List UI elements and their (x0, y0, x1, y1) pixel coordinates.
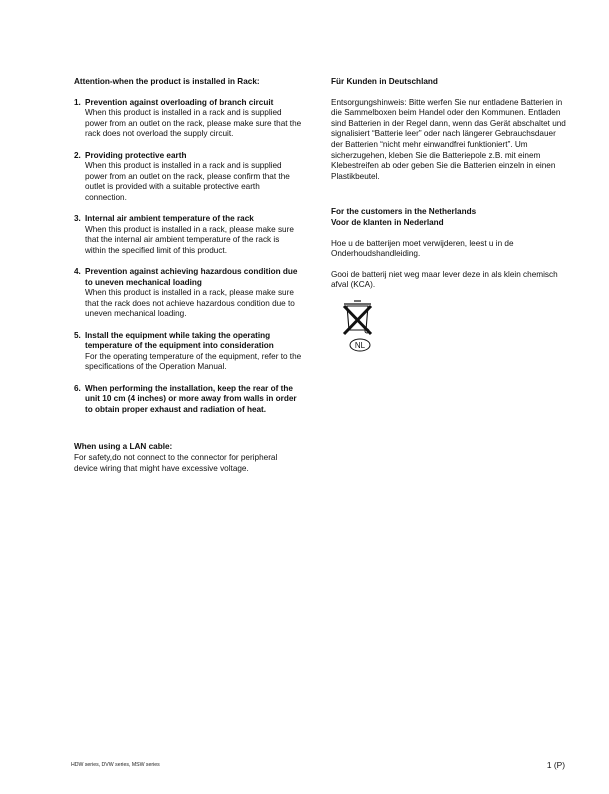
item-title: Install the equipment while taking the operating temperature of the equipment into consideration (85, 330, 274, 351)
item-number: 4. (74, 267, 81, 277)
nl-logo-text: NL (354, 340, 366, 350)
item-title: Prevention against overloading of branch circuit (85, 97, 274, 107)
item-number: 1. (74, 97, 81, 107)
page-number: 1 (P) (546, 760, 565, 770)
list-item (74, 267, 302, 320)
list-item (74, 214, 302, 256)
item-body: When this product is installed in a rack, please make sure that the rack does not achieve hazardous condition due to uneven mechanical loading. (85, 288, 295, 319)
netherlands-para-1: Hoe u de batterijen moet verwijderen, leest u in de Onderhoudshandleiding. (331, 238, 514, 259)
item-title: Internal air ambient temperature of the rack (85, 214, 254, 224)
item-title: Providing protective earth (85, 150, 187, 160)
netherlands-section (331, 207, 567, 358)
lan-body: For safety,do not connect to the connector for peripheral device wiring that might have excessive voltage. (74, 453, 278, 473)
netherlands-para-2: Gooi de batterij niet weg maar lever deze in als klein chemisch afval (KCA). (331, 269, 558, 290)
item-body: When this product is installed in a rack and is supplied power from an outlet on the rack, please make sure that the rack does not overload the supply circuit. (85, 108, 302, 139)
item-number: 3. (74, 214, 81, 224)
netherlands-heading-nl: Voor de klanten in Nederland (331, 217, 444, 227)
germany-heading: Für Kunden in Deutschland (331, 77, 438, 86)
footer-series: HDW series, DVW series, MSW series (71, 762, 160, 768)
item-body: When this product is installed in a rack and is supplied power from an outlet on the rack, please confirm that the outlet is provided with a suitable protective earth connection. (85, 161, 290, 202)
netherlands-heading-en: For the customers in the Netherlands (331, 207, 477, 217)
right-column (331, 77, 567, 358)
crossed-out-battery-bin-icon (339, 298, 379, 358)
item-title: When performing the installation, keep the rear of the unit 10 cm (4 inches) or more away from walls in order to obtain proper exhaust and radiation of heat. (85, 383, 297, 414)
list-item (74, 151, 302, 204)
lan-cable-section (74, 442, 302, 474)
item-title: Prevention against achieving hazardous condition due to uneven mechanical loading (85, 267, 298, 287)
item-body: For the operating temperature of the equipment, refer to the specifications of the Operation Manual. (85, 351, 302, 372)
item-number: 6. (74, 383, 81, 393)
list-item (74, 331, 302, 373)
rack-instructions-list (74, 98, 302, 416)
battery-bin-svg (339, 298, 379, 358)
lan-heading: When using a LAN cable: (74, 442, 173, 452)
list-item (74, 98, 302, 140)
rack-heading: Attention-when the product is installed in Rack: (74, 77, 260, 86)
germany-body: Entsorgungshinweis: Bitte werfen Sie nur entladene Batterien in die Sammelboxen beim Handel oder den Kommunen. Entladen sind Batterien in der Regel dann, wenn das Gerät abschaltet und signalisiert “Batterie leer” oder nach längerer Gebrauchsdauer der Batterien “nicht mehr einwandfrei funktioniert”. Um sicherzugehen, kleben Sie die Batteriepole z.B. mit einem Klebestreifen ab oder geben Sie die Batterien einzeln in einen Plastikbeutel. (331, 97, 566, 181)
left-column (74, 77, 302, 474)
item-body: When this product is installed in a rack, please make sure that the internal air ambient temperature of the rack is within the specified limit of this product. (85, 224, 294, 255)
list-item (74, 384, 302, 416)
item-number: 5. (74, 330, 81, 340)
item-number: 2. (74, 150, 81, 160)
